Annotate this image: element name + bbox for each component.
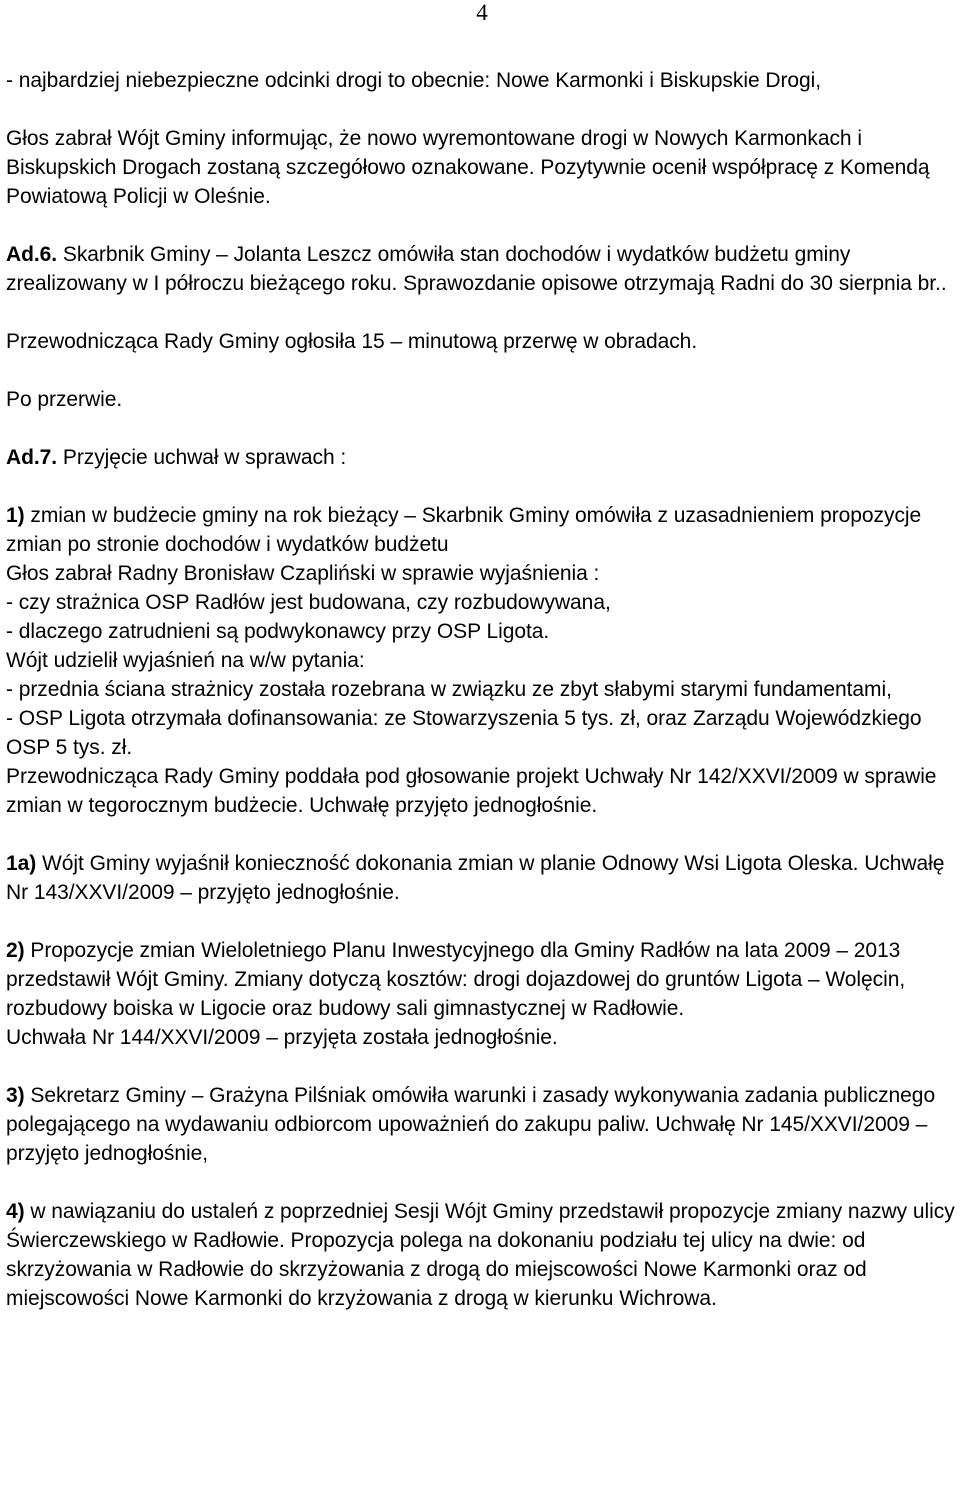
paragraph-text: Wójt Gminy wyjaśnił konieczność dokonania zmian w planie Odnowy Wsi Ligota Oleska. Uchwałę Nr 143/XXVI/2009 – przyjęto jednogłośnie. <box>6 852 945 904</box>
section-label: Ad.7. <box>6 446 58 469</box>
paragraph-wojt-explanation <box>6 646 956 675</box>
item-label: 1) <box>6 504 25 527</box>
paragraph-text: - najbardziej niebezpieczne odcinki drogi to obecnie: Nowe Karmonki i Biskupskie Drogi, <box>6 69 822 92</box>
paragraph-text: Propozycje zmian Wieloletniego Planu Inwestycyjnego dla Gminy Radłów na lata 2009 – 2013 przedstawił Wójt Gminy. Zmiany dotyczą kosztów: drogi dojazdowej do gruntów Ligota – Wolęcin, rozbudowy boiska w Ligocie oraz budowy sali gimnastycznej w Radłowie. <box>6 939 906 1020</box>
paragraph-text: - OSP Ligota otrzymała dofinansowania: ze Stowarzyszenia 5 tys. zł, oraz Zarządu Wojewódzkiego OSP 5 tys. zł. <box>6 707 922 759</box>
paragraph-text: - przednia ściana strażnicy została rozebrana w związku ze zbyt słabymi starymi fundamentami, <box>6 678 892 701</box>
paragraph-break-announcement <box>6 327 956 356</box>
paragraph-text: Uchwała Nr 144/XXVI/2009 – przyjęta została jednogłośnie. <box>6 1026 558 1049</box>
paragraph-text: Przewodnicząca Rady Gminy ogłosiła 15 – minutową przerwę w obradach. <box>6 330 698 353</box>
paragraph-resolution-144 <box>6 1023 956 1052</box>
paragraph-text: Głos zabrał Radny Bronisław Czapliński w sprawie wyjaśnienia : <box>6 562 600 585</box>
paragraph-text: Wójt udzielił wyjaśnień na w/w pytania: <box>6 649 365 672</box>
paragraph-wojt-roads <box>6 124 956 211</box>
item-label: 2) <box>6 939 25 962</box>
paragraph-item-3 <box>6 1081 956 1168</box>
paragraph-item-1 <box>6 501 956 559</box>
paragraph-ad7 <box>6 443 956 472</box>
paragraph-vote-142 <box>6 762 956 820</box>
paragraph-ad6 <box>6 240 956 298</box>
item-label: 4) <box>6 1200 25 1223</box>
paragraph-item-1a <box>6 849 956 907</box>
paragraph-text: Głos zabrał Wójt Gminy informując, że nowo wyremontowane drogi w Nowych Karmonkach i Biskupskich Drogach zostaną szczegółowo oznakowane. Pozytywnie ocenił współpracę z Komendą Powiatową Policji w Oleśnie. <box>6 127 930 208</box>
paragraph-text: Przyjęcie uchwał w sprawach : <box>57 446 347 469</box>
paragraph-after-break <box>6 385 956 414</box>
paragraph-item-2 <box>6 936 956 1023</box>
page-number: 4 <box>476 0 488 25</box>
paragraph-text: Po przerwie. <box>6 388 123 411</box>
document-body <box>6 66 956 1313</box>
paragraph-text: Skarbnik Gminy – Jolanta Leszcz omówiła stan dochodów i wydatków budżetu gminy zrealizowany w I półroczu bieżącego roku. Sprawozdanie opisowe otrzymają Radni do 30 sierpnia br.. <box>6 243 947 295</box>
item-label: 3) <box>6 1084 25 1107</box>
list-item <box>6 588 956 617</box>
item-label: 1a) <box>6 852 37 875</box>
list-item <box>6 704 956 762</box>
paragraph-text: w nawiązaniu do ustaleń z poprzedniej Sesji Wójt Gminy przedstawił propozycje zmiany nazwy ulicy Świerczewskiego w Radłowie. Propozycja polega na dokonaniu podziału tej ulicy na dwie: od skrzyżowania w Radłowie do skrzyżowania z drogą do miejscowości Nowe Karmonki oraz od miejscowości Nowe Karmonki do krzyżowania z drogą w kierunku Wichrowa. <box>6 1200 955 1310</box>
paragraph-text: Przewodnicząca Rady Gminy poddała pod głosowanie projekt Uchwały Nr 142/XXVI/2009 w sprawie zmian w tegorocznym budżecie. Uchwałę przyjęto jednogłośnie. <box>6 765 937 817</box>
list-item <box>6 617 956 646</box>
section-label: Ad.6. <box>6 243 58 266</box>
paragraph-text: - dlaczego zatrudnieni są podwykonawcy przy OSP Ligota. <box>6 620 550 643</box>
paragraph-text: - czy strażnica OSP Radłów jest budowana, czy rozbudowywana, <box>6 591 611 614</box>
paragraph-dangerous-roads <box>6 66 956 95</box>
paragraph-text: zmian w budżecie gminy na rok bieżący – Skarbnik Gminy omówiła z uzasadnieniem propozycje zmian po stronie dochodów i wydatków budżetu <box>6 504 922 556</box>
paragraph-radny-question <box>6 559 956 588</box>
paragraph-text: Sekretarz Gminy – Grażyna Pilśniak omówiła warunki i zasady wykonywania zadania publicznego polegającego na wydawaniu odbiorcom upoważnień do zakupu paliw. Uchwałę Nr 145/XXVI/2009 – przyjęto jednogłośnie, <box>6 1084 936 1165</box>
paragraph-item-4 <box>6 1197 956 1313</box>
list-item <box>6 675 956 704</box>
